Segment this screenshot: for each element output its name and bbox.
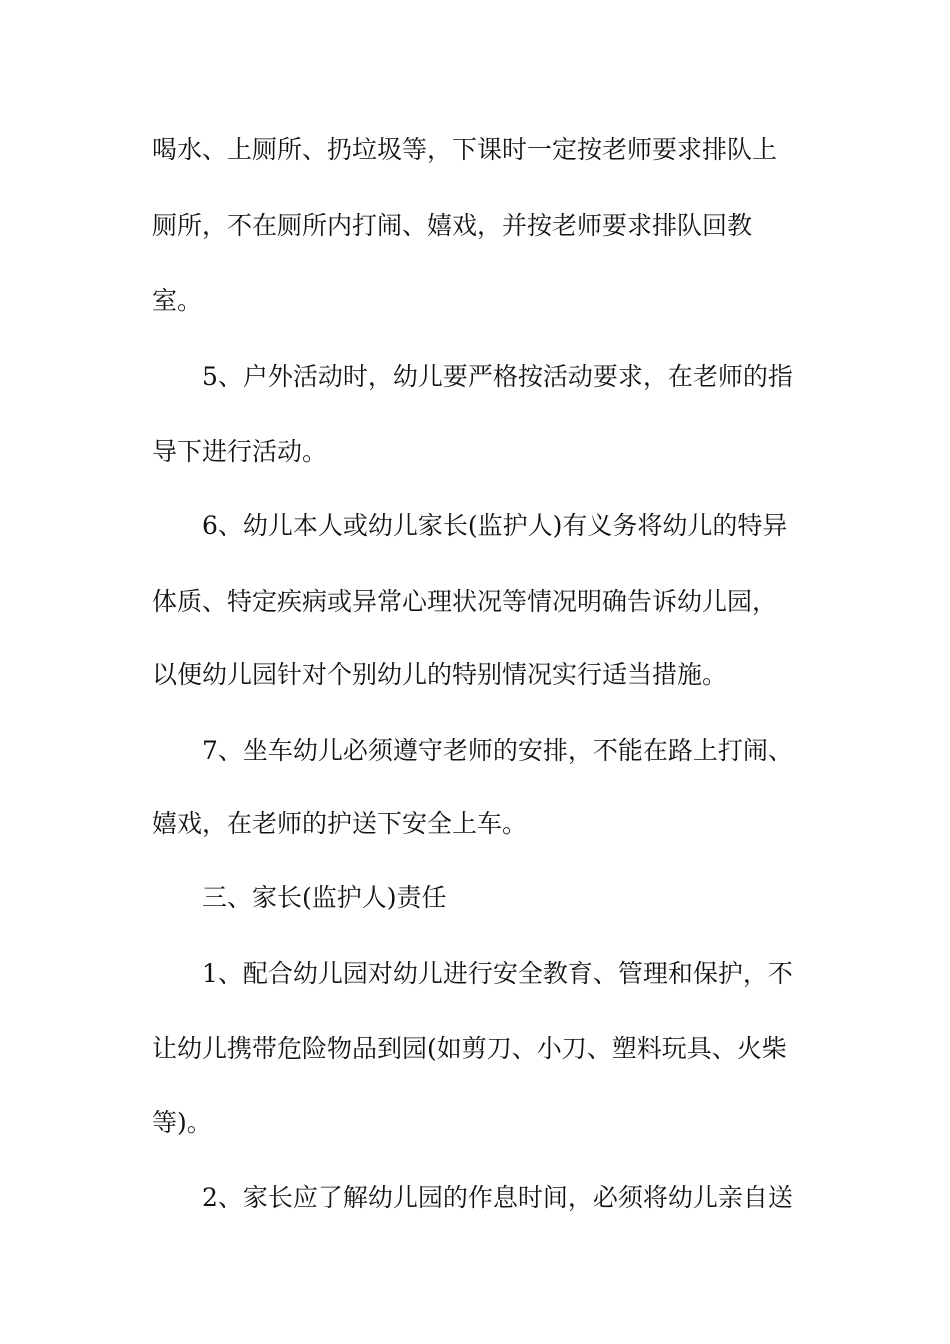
text-line: 导下进行活动。 [152,437,328,466]
section-heading: 三、家长(监护人)责任 [202,883,447,912]
paragraph-start-1: 1、配合幼儿园对幼儿进行安全教育、管理和保护，不 [202,959,793,988]
paragraph-start-7: 7、坐车幼儿必须遵守老师的安排，不能在路上打闹、 [202,736,793,765]
paragraph-start-6: 6、幼儿本人或幼儿家长(监护人)有义务将幼儿的特异 [202,511,788,540]
text-line: 厕所，不在厕所内打闹、嬉戏，并按老师要求排队回教 [152,211,753,240]
text-line: 让幼儿携带危险物品到园(如剪刀、小刀、塑料玩具、火柴 [152,1034,787,1063]
text-line: 嬉戏，在老师的护送下安全上车。 [152,809,528,838]
text-line: 室。 [152,286,203,315]
paragraph-start-2: 2、家长应了解幼儿园的作息时间，必须将幼儿亲自送 [202,1183,793,1212]
text-line: 喝水、上厕所、扔垃圾等，下课时一定按老师要求排队上 [152,135,778,164]
text-line: 等)。 [152,1108,212,1137]
text-line: 体质、特定疾病或异常心理状况等情况明确告诉幼儿园， [152,587,778,616]
text-line: 以便幼儿园针对个别幼儿的特别情况实行适当措施。 [152,660,728,689]
paragraph-start-5: 5、户外活动时，幼儿要严格按活动要求，在老师的指 [202,362,793,391]
